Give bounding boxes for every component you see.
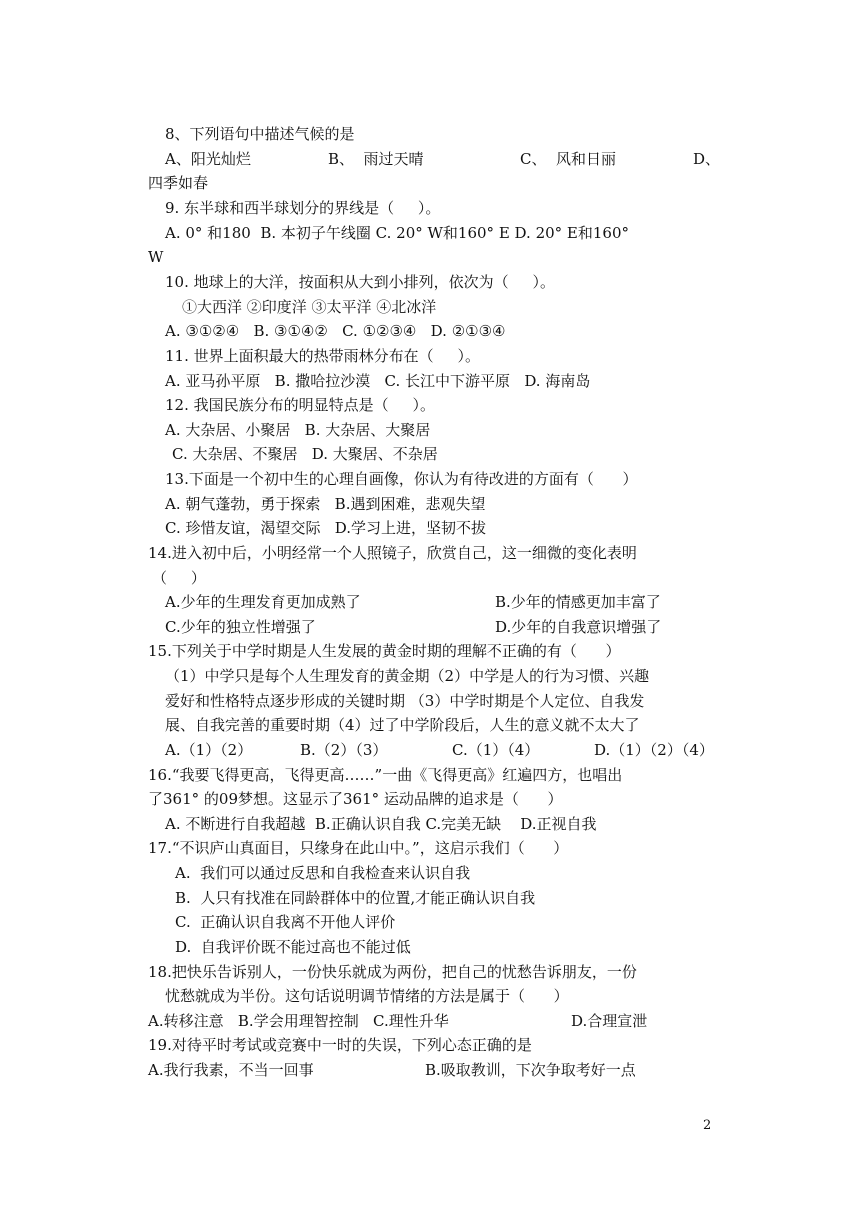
q17-option-a: A. 我们可以通过反思和自我检查来认识自我 [175,864,471,882]
q8-stem: 8、下列语句中描述气候的是 [165,125,355,143]
q18-options-abc: A.转移注意 B.学会用理智控制 C.理性升华 [148,1012,449,1030]
q15-item-line-3: 展、自我完善的重要时期（4）过了中学阶段后，人生的意义就不太大了 [165,716,640,734]
q15-option-d: D.（1）（2）（4） [594,741,714,759]
q14-option-c: C.少年的独立性增强了 [165,618,316,636]
q12-stem: 12. 我国民族分布的明显特点是（ ）。 [165,396,435,414]
q8-option-d-text: 四季如春 [148,174,209,192]
q18-stem: 18.把快乐告诉别人，一份快乐就成为两份，把自己的忧愁告诉朋友，一份 [148,963,637,981]
q17-option-c: C. 正确认识自我离不开他人评价 [175,913,396,931]
q12-options-ab: A. 大杂居、小聚居 B. 大杂居、大聚居 [165,421,431,439]
q16-stem: 16.“我要飞得更高，飞得更高……”一曲《飞得更高》红遍四方，也唱出 [148,766,623,784]
q9-options: A. 0° 和180 B. 本初子午线圈 C. 20° W和160° E D. 20° E和160° [165,224,630,242]
q9-options-wrap: W [148,248,164,266]
q10-options: A. ③①②④ B. ③①④② C. ①②③④ D. ②①③④ [165,322,506,340]
q14-stem: 14.进入初中后，小明经常一个人照镜子，欣赏自己，这一细微的变化表明 [148,544,637,562]
q15-item-line-2: 爱好和性格特点逐步形成的关键时期 （3）中学时期是个人定位、自我发 [165,692,645,710]
q14-option-d: D.少年的自我意识增强了 [495,618,662,636]
q17-stem: 17.“不识庐山真面目，只缘身在此山中。”，这启示我们（ ） [148,839,569,857]
q14-stem-wrap: （ ） [152,569,206,587]
q17-option-d: D. 自我评价既不能过高也不能过低 [175,938,411,956]
q8-option-c: C、 风和日丽 [520,150,617,168]
q13-stem: 13.下面是一个初中生的心理自画像，你认为有待改进的方面有（ ） [165,470,638,488]
q15-option-b: B.（2）（3） [300,741,388,759]
q15-option-a: A.（1）（2） [165,741,253,759]
q17-option-b: B. 人只有找准在同龄群体中的位置,才能正确认识自我 [175,889,536,907]
q15-option-c: C.（1）（4） [452,741,540,759]
q8-option-a: A、阳光灿烂 [165,150,251,168]
q8-option-d-label: D、 [693,150,721,168]
q10-stem: 10. 地球上的大洋，按面积从大到小排列，依次为（ ）。 [165,273,555,291]
q16-stem-wrap: 了361° 的09梦想。这显示了361° 运动品牌的追求是（ ） [148,790,563,808]
q19-stem: 19.对待平时考试或竞赛中一时的失误，下列心态正确的是 [148,1036,532,1054]
q16-options: A. 不断进行自我超越 B.正确认识自我 C.完美无缺 D.正视自我 [165,815,597,833]
q19-option-a: A.我行我素，不当一回事 [148,1061,314,1079]
q9-stem: 9. 东半球和西半球划分的界线是（ ）。 [165,199,441,217]
q13-options-cd: C. 珍惜友谊，渴望交际 D.学习上进，坚韧不拔 [165,519,487,537]
q14-option-b: B.少年的情感更加丰富了 [495,593,661,611]
q12-options-cd: C. 大杂居、不聚居 D. 大聚居、不杂居 [172,445,438,463]
q15-item-line-1: （1）中学只是每个人生理发育的黄金期（2）中学是人的行为习惯、兴趣 [165,667,650,685]
q14-option-a: A.少年的生理发育更加成熟了 [165,593,361,611]
q19-option-b: B.吸取教训，下次争取考好一点 [425,1061,636,1079]
q11-stem: 11. 世界上面积最大的热带雨林分布在（ ）。 [165,347,480,365]
page-number: 2 [703,1118,712,1133]
q10-items: ①大西洋 ②印度洋 ③太平洋 ④北冰洋 [182,298,437,316]
q18-option-d: D.合理宣泄 [571,1012,648,1030]
q15-stem: 15.下列关于中学时期是人生发展的黄金时期的理解不正确的有（ ） [148,642,621,660]
q18-stem-wrap: 忧愁就成为半份。这句话说明调节情绪的方法是属于（ ） [165,987,569,1005]
q11-options: A. 亚马孙平原 B. 撒哈拉沙漠 C. 长江中下游平原 D. 海南岛 [165,372,591,390]
q13-options-ab: A. 朝气蓬勃，勇于探索 B.遇到困难，悲观失望 [165,495,486,513]
q8-option-b: B、 雨过天晴 [328,150,424,168]
